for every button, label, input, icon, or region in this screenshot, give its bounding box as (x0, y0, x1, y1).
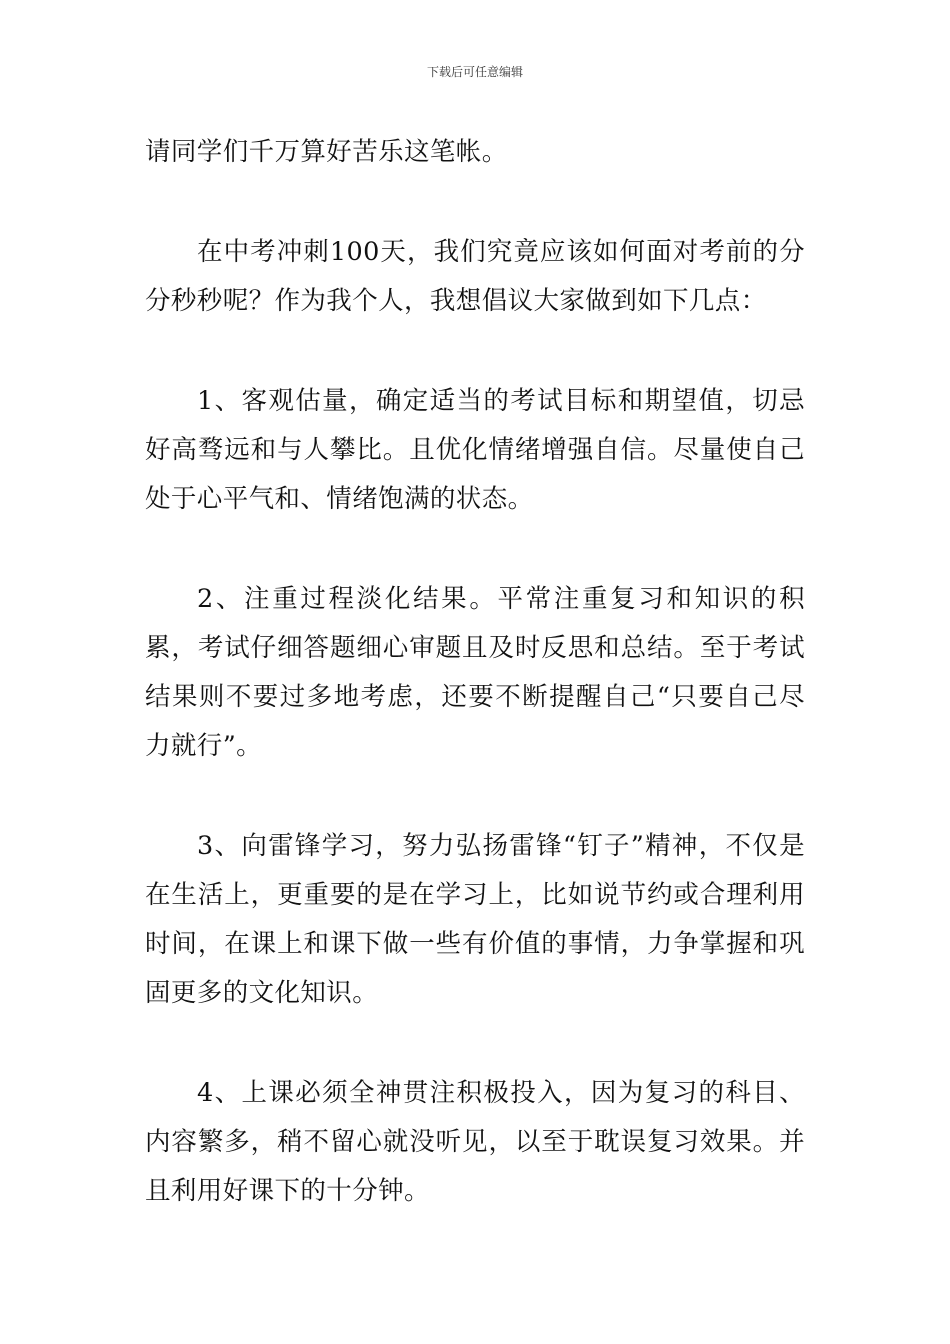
paragraph-gap (145, 1018, 805, 1069)
paragraph-point-4: 4、上课必须全神贯注积极投入，因为复习的科目、内容繁多，稍不留心就没听见，以至于耽误复习效果。并且利用好课下的十分钟。 (145, 1078, 805, 1206)
paragraph-continuation: 请同学们千万算好苦乐这笔帐。 (145, 137, 508, 167)
paragraph-intro: 在中考冲刺100天，我们究竟应该如何面对考前的分分秒秒呢？作为我个人，我想倡议大家做到如下几点： (145, 237, 805, 316)
paragraph-point-2: 2、注重过程淡化结果。平常注重复习和知识的积累，考试仔细答题细心审题且及时反思和总结。至于考试结果则不要过多地考虑，还要不断提醒自己“只要自己尽力就行”。 (145, 584, 805, 761)
page-header: 下载后可任意编辑 (426, 65, 523, 79)
paragraph-gap (145, 524, 805, 575)
paragraph-gap (145, 326, 805, 377)
paragraph-point-3: 3、向雷锋学习，努力弘扬雷锋“钉子”精神，不仅是在生活上，更重要的是在学习上，比如说节约或合理利用时间，在课上和课下做一些有价值的事情，力争掌握和巩固更多的文化知识。 (145, 831, 805, 1008)
paragraph-gap (145, 771, 805, 822)
paragraph-gap (145, 177, 805, 228)
document-body (145, 128, 805, 1216)
paragraph-point-1: 1、客观估量，确定适当的考试目标和期望值，切忌好高骛远和与人攀比。且优化情绪增强自信。尽量使自己处于心平气和、情绪饱满的状态。 (145, 386, 805, 514)
